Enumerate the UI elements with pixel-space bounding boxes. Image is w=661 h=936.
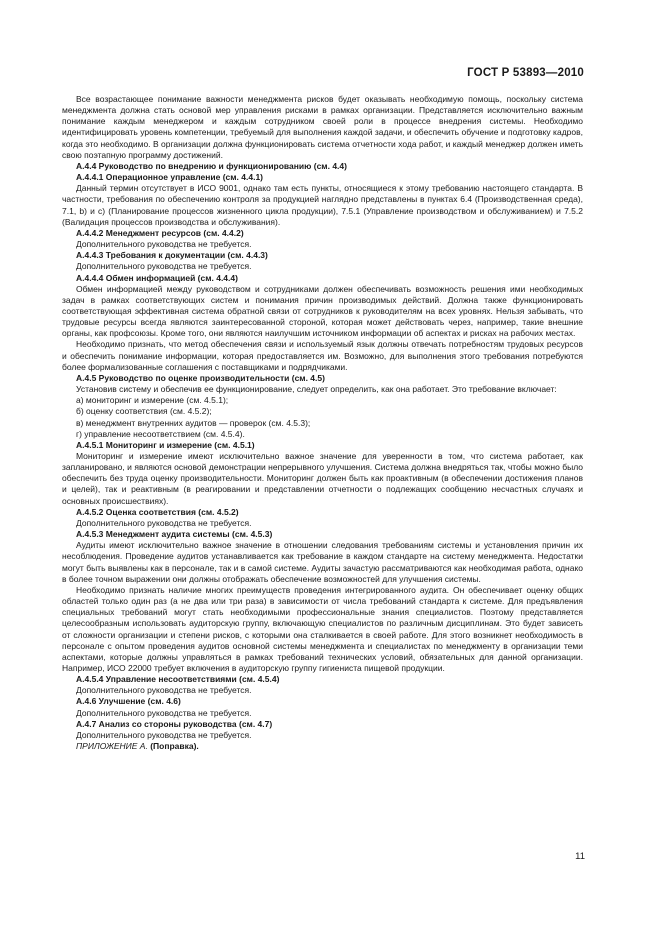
paragraph: Мониторинг и измерение имеют исключительно важное значение для уверенности в том, что система работает, как запланировано, и являются основой демонстрации непрерывного улучшения. Система должна внедряться так, чтобы можно было обеспечить без труда оценку производительности. Мониторинг должен быть как проактивным (в обеспечении достижения планов и целей), так и реактивным (в реагировании и представлении отчетности о подлежащих сообщению несчастных случаях и основных происшествиях).: [62, 451, 583, 506]
paragraph: Дополнительного руководства не требуется.: [76, 729, 252, 740]
paragraph: Данный термин отсутствует в ИСО 9001, однако там есть пункты, относящиеся к этому требованию настоящего стандарта. В частности, требования по обеспечению контроля за продукцией наглядно представлены в пунктах 6.4 (Производственная среда), 7.1, b) и с) (Планирование процессов жизненного цикла продукции), 7.5.1 (Управление производством и обслуживанием) и 7.5.2 (Валидация процессов производства и обслуживания).: [62, 183, 583, 227]
document-header: ГОСТ Р 53893—2010: [467, 67, 584, 79]
paragraph: Дополнительного руководства не требуется.: [76, 261, 252, 272]
paragraph: Дополнительного руководства не требуется.: [76, 517, 252, 528]
amendment-note: [62, 741, 583, 752]
page-number: 11: [575, 851, 585, 862]
section-heading: A.4.5.3 Менеджмент аудита системы (см. 4.5.3): [76, 529, 273, 540]
document-body: [62, 94, 583, 752]
paragraph: Необходимо признать, что метод обеспечения связи и используемый язык должны отвечать потребностям трудовых ресурсов и обеспечить понимание информации, которая предоставляется им. Возможно, для выполнения этого требования потребуются более формализованные соглашения с поставщиками и подрядчиками.: [62, 339, 583, 372]
section-heading: A.4.4.4 Обмен информацией (см. 4.4.4): [76, 272, 238, 283]
paragraph: Обмен информацией между руководством и сотрудниками должен обеспечивать возможность решения ими необходимых задач в рамках соответствующих систем и понимания причин производимых действий. Должна также функционировать соответствующая эффективная система обратной связи от сотрудников к руководителям на всех уровнях. Нельзя забывать, что трудовые ресурсы всегда являются заинтересованной стороной, которая может действовать через, например, такие внешние органы, как профсоюзы. Кроме того, они являются наилучшим источником информации об аспектах и рисках на рабочих местах.: [62, 283, 583, 339]
paragraph: Дополнительного руководства не требуется.: [76, 685, 252, 696]
section-heading: A.4.5.2 Оценка соответствия (см. 4.5.2): [76, 506, 239, 517]
section-heading: A.4.5.4 Управление несоответствиями (см. 4.5.4): [76, 674, 280, 685]
section-heading: A.4.4.1 Операционное управление (см. 4.4.1): [76, 172, 264, 183]
paragraph: Все возрастающее понимание важности менеджмента рисков будет оказывать необходимую помощь, поскольку система менеджмента должна стать основой мер управления рисками в рамках организации. Представляется исключительно важным понимание каждым менеджером и каждым сотрудником своей роли в процессе внедрения системы. Необходимо идентифицировать уровень компетенции, требуемый для выполнения каждой задачи, и обеспечить обучение и подготовку кадров, когда это необходимо. В организации должна функционировать система отчетности хода работ, и каждый менеджер должен иметь свою поэтапную программу достижений.: [62, 94, 583, 160]
section-heading: A.4.6 Улучшение (см. 4.6): [76, 696, 181, 707]
paragraph: Дополнительного руководства не требуется.: [76, 707, 252, 718]
section-heading: A.4.4 Руководство по внедрению и функционированию (см. 4.4): [76, 160, 347, 171]
amendment-label: ПРИЛОЖЕНИЕ А.: [76, 741, 148, 752]
section-heading: A.4.7 Анализ со стороны руководства (см. 4.7): [76, 718, 273, 729]
list-item: г) управление несоответствием (см. 4.5.4).: [76, 428, 245, 439]
section-heading: A.4.4.2 Менеджмент ресурсов (см. 4.4.2): [76, 227, 244, 238]
list-item: а) мониторинг и измерение (см. 4.5.1);: [76, 395, 229, 406]
list-item: в) менеджмент внутренних аудитов — проверок (см. 4.5.3);: [76, 417, 311, 428]
paragraph: Дополнительного руководства не требуется.: [76, 239, 252, 250]
paragraph: Установив систему и обеспечив ее функционирование, следует определить, как она работает. Это требование включает:: [76, 384, 557, 395]
list-item: б) оценку соответствия (см. 4.5.2);: [76, 406, 212, 417]
section-heading: A.4.5.1 Мониторинг и измерение (см. 4.5.1): [76, 439, 255, 450]
section-heading: A.4.4.3 Требования к документации (см. 4.4.3): [76, 250, 268, 261]
section-heading: A.4.5 Руководство по оценке производительности (см. 4.5): [76, 372, 325, 383]
paragraph: Необходимо признать наличие многих преимуществ проведения интегрированного аудита. Он обеспечивает оценку общих областей только один раз (а не два или три раза) в зависимости от числа требований стандарта к системе. Для предъявления специальных требований могут стать необходимыми профессиональные знания специалистов. Поэтому представляется целесообразным использовать аудиторскую группу, включающую специалистов по различным дисциплинам. Это будет зависеть от сложности организации и степени рисков, с которыми она сталкивается в своей работе. Для этого возникнет необходимость в персонале с опытом проведения аудитов основной системы менеджмента и специалистах по менеджменту в организации теми аспектами, которые должны управляться в рамках требований технических условий, обязательных для данной организации. Например, ИСО 22000 требует включения в аудиторскую группу гигиениста пищевой продукции.: [62, 584, 583, 673]
amendment-tag: (Поправка).: [150, 741, 199, 752]
paragraph: Аудиты имеют исключительно важное значение в отношении следования требованиям системы и установления причин их несоблюдения. Проведение аудитов устанавливается как требование в каждом стандарте на систему менеджмента. Недостатки могут быть выявлены как в персонале, так и в самой системе. Аудиты зачастую рассматриваются как необходимая работа, однако в более точном выражении они должны отображать обеспечение возможностей для улучшения системы.: [62, 540, 583, 584]
